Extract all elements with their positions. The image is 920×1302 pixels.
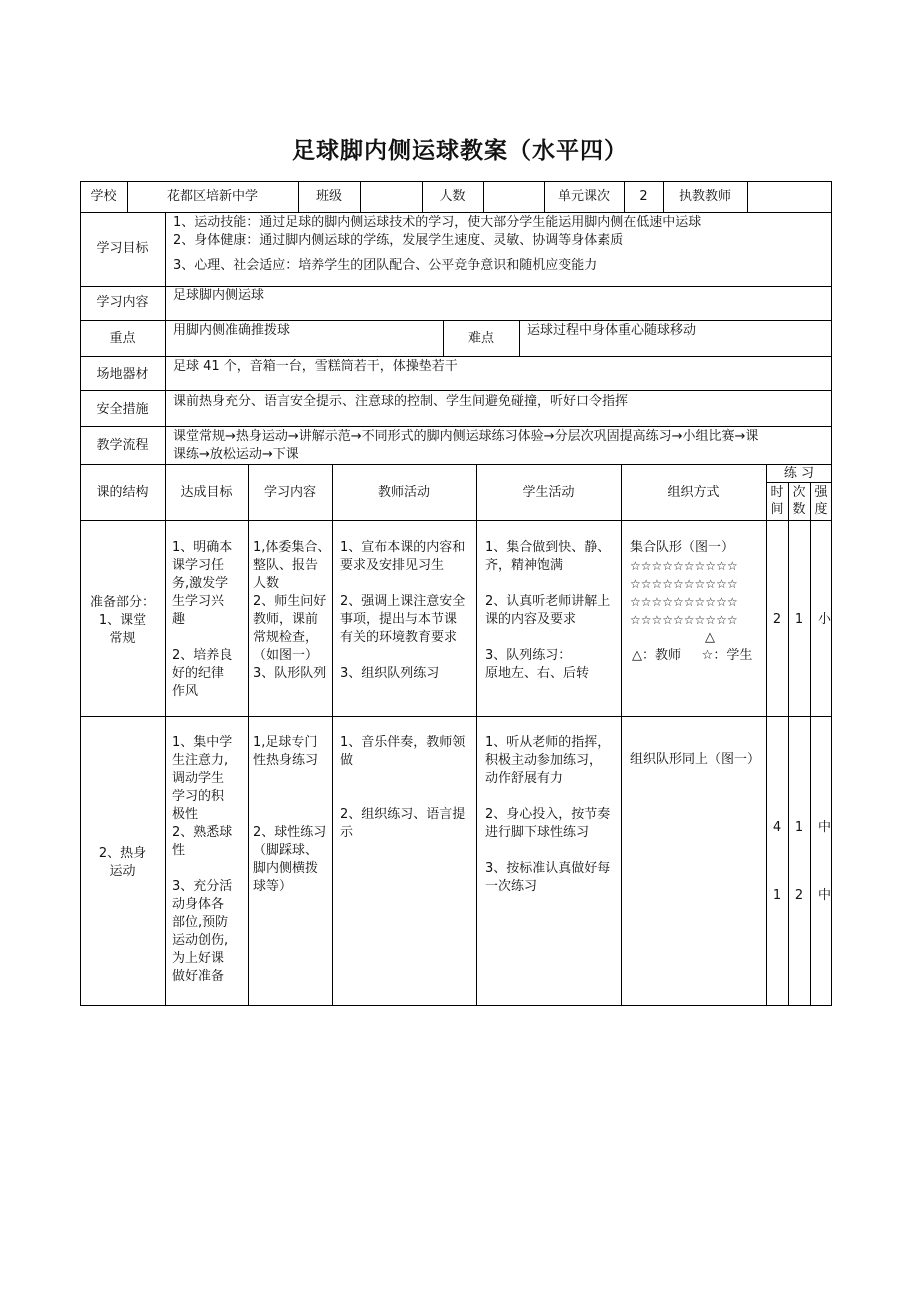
row1-intensity: 小 <box>818 612 831 627</box>
page-title: 足球脚内侧运球教案（水平四） <box>292 138 628 164</box>
row1-reps: 1 <box>794 612 804 627</box>
school-label: 学校 <box>90 189 117 204</box>
unit-label: 单元课次 <box>557 189 610 204</box>
safety-label: 安全措施 <box>96 402 149 417</box>
row2-goal: 1、集中学 生注意力, 调动学生 学习的积 极性 2、熟悉球 性 3、充分活 动身体各 部位,预防 运动创伤, 为上好课 做好准备 <box>172 735 233 984</box>
row1-org-title: 集合队形（图一） <box>630 540 735 555</box>
row1-time: 2 <box>772 612 782 627</box>
flow-label: 教学流程 <box>96 438 149 453</box>
objectives-label: 学习目标 <box>96 241 149 256</box>
row2-reps-1: 1 <box>794 820 804 835</box>
content-value: 足球脚内侧运球 <box>173 288 265 303</box>
student-stars-row-3: ☆☆☆☆☆☆☆☆☆☆ <box>630 595 738 609</box>
row1-structure: 准备部分： 1、课堂 常规 <box>89 595 155 646</box>
objective-3: 3、心理、社会适应：培养学生的团队配合、公平竞争意识和随机应变能力 <box>173 258 598 273</box>
col-structure: 课的结构 <box>96 485 149 500</box>
row2-time-1: 4 <box>772 820 782 835</box>
row1-legend: △：教师 ☆：学生 <box>632 648 753 663</box>
objective-1: 1、运动技能：通过足球的脚内侧运球技术的学习，使大部分学生能运用脚内侧在低速中运球 <box>173 215 702 230</box>
col-time: 时 间 <box>770 485 784 517</box>
class-label: 班级 <box>315 189 342 204</box>
equipment-label: 场地器材 <box>96 367 149 382</box>
col-student: 学生活动 <box>522 485 575 500</box>
row2-time-2: 1 <box>772 888 782 903</box>
col-reps: 次 数 <box>792 485 806 517</box>
count-label: 人数 <box>439 189 466 204</box>
row2-structure: 2、热身 运动 <box>98 846 147 879</box>
row1-content: 1,体委集合、 整队、报告 人数 2、师生问好 教师，课前 常规检查， （如图一） 3、队形队列 <box>253 540 331 681</box>
teacher-label: 执教教师 <box>678 189 731 204</box>
row2-intensity-1: 中 <box>818 820 831 835</box>
flow-line-2: 课练→放松运动→下课 <box>173 447 299 462</box>
key-value: 用脚内侧准确推拨球 <box>173 323 291 338</box>
flow-line-1: 课堂常规→热身运动→讲解示范→不同形式的脚内侧运球练习体验→分层次巩固提高练习→小组比赛→课 <box>173 429 759 444</box>
teacher-triangle-icon: △ <box>705 630 715 645</box>
row1-teacher: 1、宣布本课的内容和 要求及安排见习生 2、强调上课注意安全 事项，提出与本节课 有关的环境教育要求 3、组织队列练习 <box>340 540 466 681</box>
key-label: 重点 <box>109 331 136 346</box>
col-content: 学习内容 <box>263 485 316 500</box>
col-teacher: 教师活动 <box>377 485 430 500</box>
student-stars-row-2: ☆☆☆☆☆☆☆☆☆☆ <box>630 577 738 591</box>
objective-2: 2、身体健康：通过脚内侧运球的学练，发展学生速度、灵敏、协调等身体素质 <box>173 233 624 248</box>
difficulty-label: 难点 <box>467 331 494 346</box>
row2-teacher: 1、音乐伴奏，教师领 做 2、组织练习、语言提 示 <box>340 735 466 840</box>
equipment-value: 足球 41 个，音箱一台，雪糕筒若干，体操垫若干 <box>173 359 458 374</box>
content-label: 学习内容 <box>96 295 149 310</box>
student-stars-row-1: ☆☆☆☆☆☆☆☆☆☆ <box>630 559 738 573</box>
row2-reps-2: 2 <box>794 888 804 903</box>
student-stars-row-4: ☆☆☆☆☆☆☆☆☆☆ <box>630 613 738 627</box>
safety-value: 课前热身充分、语言安全提示、注意球的控制、学生间避免碰撞，听好口令指挥 <box>173 394 629 409</box>
difficulty-value: 运球过程中身体重心随球移动 <box>527 323 697 338</box>
row2-intensity-2: 中 <box>818 888 831 903</box>
col-intensity: 强 度 <box>814 485 828 517</box>
unit-value: 2 <box>639 189 648 204</box>
row1-goal: 1、明确本 课学习任 务,激发学 生学习兴 趣 2、培养良 好的纪律 作风 <box>172 540 233 699</box>
row2-org: 组织队形同上（图一） <box>630 752 761 767</box>
row2-student: 1、听从老师的指挥， 积极主动参加练习， 动作舒展有力 2、身心投入，按节奏 进行脚下球性练习 3、按标准认真做好每 一次练习 <box>485 735 611 894</box>
row2-content: 1,足球专门 性热身练习 2、球性练习 （脚踩球、 脚内侧横拨 球等） <box>253 735 327 894</box>
row1-student: 1、集合做到快、静、 齐，精神饱满 2、认真听老师讲解上 课的内容及要求 3、队列练习： 原地左、右、后转 <box>485 540 611 681</box>
col-practice: 练 习 <box>783 466 815 481</box>
school-value: 花都区培新中学 <box>166 189 258 204</box>
col-org: 组织方式 <box>667 485 720 500</box>
col-goal: 达成目标 <box>180 485 233 500</box>
